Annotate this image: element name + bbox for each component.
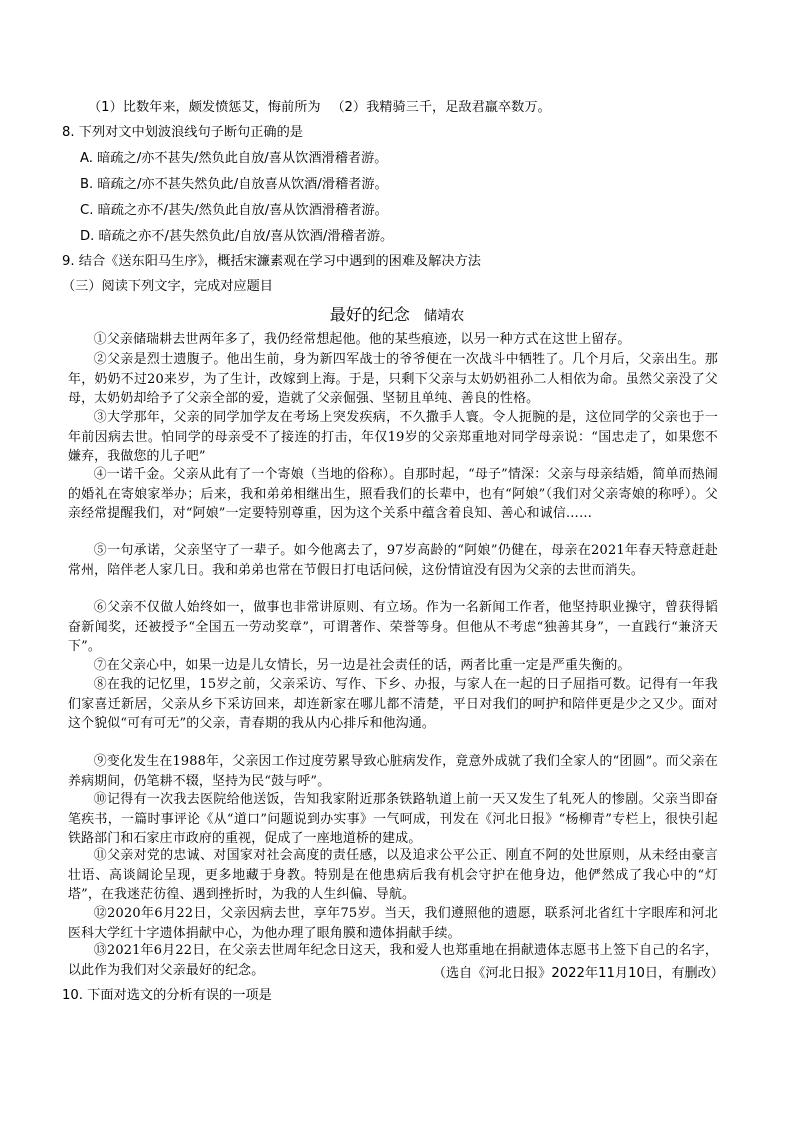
article-paragraph-3: ③大学那年，父亲的同学加学友在考场上突发疾病，不久撒手人寰。令人扼腕的是，这位同学的父亲也于一年前因病去世。怕同学的母亲受不了接连的打击，年仅19岁的父亲郑重地对同学母亲说：“国忠走了，如果您不嫌弃，我做您的儿子吧” (68, 410, 718, 465)
section-3-heading: （三）阅读下列文字，完成对应题目 (62, 279, 273, 294)
article-paragraph-10: ⑩记得有一次我去医院给他送饭，告知我家附近那条铁路轨道上前一天又发生了轧死人的惨剧。父亲当即奋笔疾书，一篇时事评论《从“道口”问题说到办实事》一气呵成，刊发在《河北日报》“杨柳青”专栏上，很快引起铁路部门和石家庄市政府的重视，促成了一座地道桥的建成。 (68, 792, 718, 847)
translation-sentences: （1）比数年来，颇发愤惩艾，悔前所为 （2）我精骑三千，足敌君羸卒数万。 (88, 100, 551, 115)
question-8-option-d: D. 暗疏之亦不/甚失然负此/自放/喜从饮酒/滑稽者游。 (80, 229, 394, 244)
question-8-option-c: C. 暗疏之亦不/甚失/然负此自放/喜从饮酒滑稽者游。 (80, 203, 388, 218)
article-author: 储靖农 (423, 308, 465, 324)
article-paragraph-1: ①父亲储瑞耕去世两年多了，我仍经常想起他。他的某些痕迹，以另一种方式在这世上留存。 (93, 332, 631, 347)
article-paragraph-2: ②父亲是烈士遗腹子。他出生前，身为新四军战士的爷爷便在一次战斗中牺牲了。几个月后，父亲出生。那年，奶奶不过20来岁，为了生计，改嫁到上海。于是，只剩下父亲与太奶奶祖孙二人相依为命。虽然父亲没了父母，太奶奶却给予了父亲全部的爱，造就了父亲倔强、坚韧且单纯、善良的性格。 (68, 352, 718, 407)
article-paragraph-11: ⑪父亲对党的忠诚、对国家对社会高度的责任感，以及追求公平公正、刚直不阿的处世原则，从未经由豪言壮语、高谈阔论呈现，更多地藏于身教。特别是在他患病后我有机会守护在他身边，他俨然成了我心中的“灯塔”，在我迷茫彷徨、遇到挫折时，为我的人生纠偏、导航。 (68, 848, 718, 903)
article-paragraph-13: ⑬2021年6月22日，在父亲去世周年纪念日这天，我和爱人也郑重地在捐献遗体志愿书上签下自己的名字，以此作为我们对父亲最好的纪念。 (68, 943, 718, 978)
article-source: （选自《河北日报》2022年11月10日，有删改） (432, 966, 724, 981)
article-paragraph-7: ⑦在父亲心中，如果一边是儿女情长，另一边是社会责任的话，两者比重一定是严重失衡的。 (93, 658, 631, 673)
article-paragraph-6: ⑥父亲不仅做人始终如一，做事也非常讲原则、有立场。作为一名新闻工作者，他坚持职业操守，曾获得韬奋新闻奖，还被授予“全国五一劳动奖章”，可谓著作、荣誉等身。但他从不考虑“独善其身”，一直践行“兼济天下”。 (68, 600, 718, 655)
article-paragraph-9: ⑨变化发生在1988年，父亲因工作过度劳累导致心脏病发作，竟意外成就了我们全家人的“团圆”。而父亲在养病期间，仍笔耕不辍，坚持为民“鼓与呼”。 (68, 754, 718, 789)
article-paragraph-4: ④一诺千金。父亲从此有了一个寄娘（当地的俗称）。自那时起，“母子”情深：父亲与母亲结婚，简单而热闹的婚礼在寄娘家举办；后来，我和弟弟相继出生，照看我们的长辈中，也有“阿娘”（我们对父亲寄娘的称呼）。父亲经常提醒我们，对“阿娘”一定要特别尊重，因为这个关系中蕴含着良知、善心和诚信…… (68, 467, 718, 522)
article-title: 最好的纪念 (329, 305, 410, 324)
question-10-stem: 10. 下面对选文的分析有误的一项是 (62, 988, 272, 1003)
article-title-line (0, 302, 794, 325)
question-9: 9. 结合《送东阳马生序》，概括宋濂素观在学习中遇到的困难及解决方法 (62, 254, 481, 269)
article-paragraph-12: ⑫2020年6月22日，父亲因病去世，享年75岁。当天，我们遵照他的遗愿，联系河北省红十字眼库和河北医科大学红十字遗体捐献中心，为他办理了眼角膜和遗体捐献手续。 (68, 906, 718, 941)
article-paragraph-5: ⑤一句承诺，父亲坚守了一辈子。如今他离去了，97岁高龄的“阿娘”仍健在，母亲在2021年春天特意赶赴常州，陪伴老人家几日。我和弟弟也常在节假日打电话问候，这份情谊没有因为父亲的去世而消失。 (68, 543, 718, 578)
question-8-stem: 8. 下列对文中划波浪线句子断句正确的是 (62, 125, 303, 140)
article-paragraph-8: ⑧在我的记忆里，15岁之前，父亲采访、写作、下乡、办报，与家人在一起的日子屈指可数。记得有一年我们家喜迁新居，父亲从乡下采访回来，却连新家在哪儿都不清楚，平日对我们的呵护和陪伴更是少之又少。面对这个貌似“可有可无”的父亲，青春期的我从内心排斥和他沟通。 (68, 677, 718, 732)
question-8-option-a: A. 暗疏之/亦不甚失/然负此自放/喜从饮酒滑稽者游。 (80, 151, 388, 166)
question-8-option-b: B. 暗疏之/亦不甚失然负此/自放喜从饮酒/滑稽者游。 (80, 177, 388, 192)
